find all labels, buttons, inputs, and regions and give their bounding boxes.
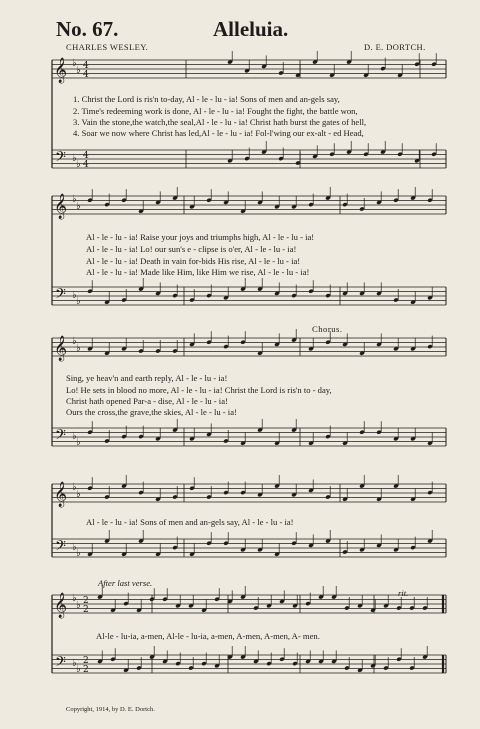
- system1-time-bottom: 4: [83, 70, 89, 80]
- system1-lyric-verse2: 2. Time's redeeming work is done, Al - le - lu - ia! Fought the fight, the battle won,: [73, 106, 358, 116]
- system1-time-top: 4: [83, 61, 89, 71]
- hymn-title: Alleluia.: [213, 17, 289, 41]
- system2-key-flat: ♭: [72, 290, 77, 301]
- system3-lyric-verse3: Christ hath opened Par-a - dise, Al - le - lu - ia!: [66, 396, 228, 406]
- system1-key-flat: ♭: [72, 58, 77, 69]
- system1-key-flat: ♭: [76, 65, 81, 76]
- system2-lyric-verse4: Al - le - lu - ia! Made like Him, like Him we rise, Al - le - lu - ia!: [86, 267, 310, 277]
- system2-treble-clef: 𝄞: [54, 194, 68, 219]
- system5-key-flat: ♭: [76, 600, 81, 611]
- system5-time-top: 2: [83, 596, 89, 606]
- system2-bass-clef: 𝄢: [55, 286, 66, 306]
- system3-treble-clef: 𝄞: [54, 336, 68, 361]
- system1-time-top: 4: [83, 151, 89, 161]
- system3-bass-clef: 𝄢: [55, 427, 66, 447]
- system2-lyric-verse2: Al - le - lu - ia! Lo! our sun's e - clipse is o'er, Al - le - lu - ia!: [86, 244, 297, 254]
- system3-key-flat: ♭: [72, 431, 77, 442]
- system2-key-flat: ♭: [72, 194, 77, 205]
- system2-lyric-verse3: Al - le - lu - ia! Death in vain for-bids His rise, Al - le - lu - ia!: [86, 256, 301, 266]
- system4-key-flat: ♭: [76, 548, 81, 559]
- system5-key-flat: ♭: [72, 593, 77, 604]
- system1-bass-clef: 𝄢: [55, 149, 66, 169]
- composer-credit: D. E. DORTCH.: [364, 42, 426, 52]
- hymn-number: No. 67.: [56, 17, 119, 41]
- system5-time-top: 2: [83, 656, 89, 666]
- system4-key-flat: ♭: [72, 542, 77, 553]
- system5-treble-clef: 𝄞: [54, 593, 68, 618]
- system5-time-bottom: 2: [83, 665, 89, 675]
- chorus-label: Chorus.: [312, 324, 343, 334]
- system3-key-flat: ♭: [76, 343, 81, 354]
- system3-lyric-verse4: Ours the cross,the grave,the skies, Al - le - lu - ia!: [66, 407, 237, 417]
- after-last-verse-marking: After last verse.: [98, 578, 153, 588]
- system2-lyric-verse1: Al - le - lu - ia! Raise your joys and triumphs high, Al - le - lu - ia!: [86, 232, 315, 242]
- system5-lyric: Al-le - lu-ia, a-men, Al-le - lu-ia, a-men, A-men, A-men, A- men.: [96, 631, 320, 641]
- system2-key-flat: ♭: [76, 296, 81, 307]
- system5-time-bottom: 2: [83, 605, 89, 615]
- system1-key-flat: ♭: [72, 153, 77, 164]
- system1-lyric-verse3: 3. Vain the stone,the watch,the seal,Al - le - lu - ia! Christ hath burst the gates of hell,: [73, 117, 367, 127]
- system5-key-flat: ♭: [72, 658, 77, 669]
- system5-key-flat: ♭: [76, 664, 81, 675]
- system4-key-flat: ♭: [72, 482, 77, 493]
- system2-key-flat: ♭: [76, 201, 81, 212]
- system4-key-flat: ♭: [76, 489, 81, 500]
- system3-key-flat: ♭: [72, 336, 77, 347]
- system3-lyric-verse1: Sing, ye heav'n and earth reply, Al - le - lu - ia!: [66, 373, 228, 383]
- system3-key-flat: ♭: [76, 437, 81, 448]
- system1-lyric-verse1: 1. Christ the Lord is ris'n to-day, Al - le - lu - ia! Sons of men and an-gels say,: [73, 94, 340, 104]
- system4-bass-clef: 𝄢: [55, 538, 66, 558]
- copyright-notice: Copyright, 1914, by D. E. Dortch.: [66, 706, 155, 713]
- system1-key-flat: ♭: [76, 159, 81, 170]
- system4-treble-clef: 𝄞: [54, 482, 68, 507]
- system4-lyric: Al - le - lu - ia! Sons of men and an-gels say, Al - le - lu - ia!: [86, 517, 294, 527]
- system5-bass-clef: 𝄢: [55, 654, 66, 674]
- system1-lyric-verse4: 4. Soar we now where Christ has led,Al - le - lu - ia! Fol-l'wing our ex-alt - ed Head,: [73, 128, 364, 138]
- system3-lyric-verse2: Lo! He sets in blood no more, Al - le - lu - ia! Christ the Lord is ris'n to - day,: [66, 385, 332, 395]
- author-credit: CHARLES WESLEY.: [66, 42, 149, 52]
- system1-time-bottom: 4: [83, 160, 89, 170]
- system1-treble-clef: 𝄞: [54, 58, 68, 83]
- ritardando-marking: rit.: [398, 588, 409, 598]
